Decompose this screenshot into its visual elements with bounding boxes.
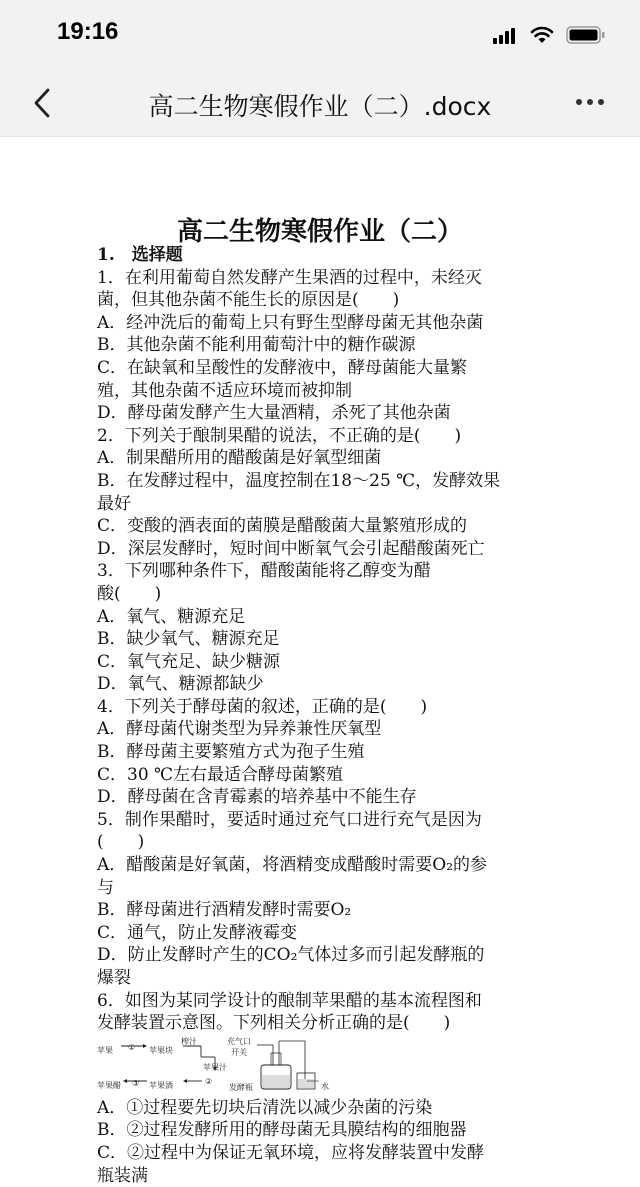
fig-fermenter-label: 发酵瓶 — [229, 1082, 253, 1092]
text-line: C．变酸的酒表面的菌膜是醋酸菌大量繁殖形成的 — [97, 516, 468, 537]
text-line: D．氧气、糖源都缺少 — [97, 674, 264, 695]
document-body — [97, 244, 547, 1187]
text-line: D．酵母菌发酵产生大量酒精，杀死了其他杂菌 — [97, 403, 451, 424]
fig-step1-label: ① — [128, 1042, 136, 1052]
signal-icon — [493, 28, 515, 44]
navigation-bar — [0, 70, 640, 137]
document-viewer[interactable] — [0, 137, 640, 1184]
wifi-icon — [530, 25, 554, 45]
text-line: D．防止发酵时产生的CO₂气体过多而引起发酵瓶的 — [97, 945, 485, 966]
section-heading: 1. 选择题 — [97, 245, 183, 265]
text-line: 与 — [97, 877, 114, 898]
text-line: A．制果醋所用的醋酸菌是好氧型细菌 — [97, 448, 382, 469]
text-line: A．酵母菌代谢类型为异养兼性厌氧型 — [97, 719, 382, 740]
process-figure — [97, 1037, 547, 1093]
text-line: 6．如图为某同学设计的酿制苹果醋的基本流程图和 — [97, 990, 482, 1011]
fig-apple-vinegar-label: 苹果醋 — [97, 1080, 121, 1090]
text-line: 酸( ) — [97, 583, 162, 604]
battery-icon — [566, 25, 606, 45]
fig-step2-label: ② — [205, 1076, 213, 1086]
fig-apple-label: 苹果 — [97, 1045, 113, 1055]
text-line: 瓶装满 — [97, 1165, 148, 1186]
text-line: B．在发酵过程中，温度控制在18～25 ℃，发酵效果 — [97, 470, 501, 491]
more-horizontal-icon — [575, 98, 605, 106]
text-line: B．酵母菌主要繁殖方式为孢子生殖 — [97, 742, 365, 763]
text-line: A．经冲洗后的葡萄上只有野生型酵母菌无其他杂菌 — [97, 312, 484, 333]
more-options-button[interactable] — [568, 90, 612, 114]
status-bar — [0, 0, 640, 70]
text-line: D．深层发酵时，短时间中断氧气会引起醋酸菌死亡 — [97, 538, 485, 559]
fig-switch-label: 开关 — [231, 1047, 247, 1057]
fig-apple-chunks-label: 苹果块 — [149, 1045, 173, 1055]
text-line: B．缺少氧气、糖源充足 — [97, 629, 280, 650]
back-button[interactable] — [24, 84, 60, 122]
text-line: C．②过程中为保证无氧环境，应将发酵装置中发酵 — [97, 1142, 485, 1163]
text-line: A．醋酸菌是好氧菌，将酒精变成醋酸时需要O₂的参 — [97, 855, 488, 876]
text-line: B．②过程发酵所用的酵母菌无具膜结构的细胞器 — [97, 1120, 467, 1141]
text-line: D．酵母菌在含青霉素的培养基中不能生存 — [97, 787, 417, 808]
fig-air-inlet-label: 充气口 — [227, 1036, 251, 1046]
text-line: A．①过程要先切块后清洗以减少杂菌的污染 — [97, 1097, 433, 1118]
text-line: 爆裂 — [97, 968, 131, 988]
text-line: 菌，但其他杂菌不能生长的原因是( ) — [97, 290, 400, 311]
text-line: 2．下列关于酿制果醋的说法，不正确的是( ) — [97, 425, 462, 446]
text-line: C．通气，防止发酵液霉变 — [97, 922, 298, 943]
text-line: 4．下列关于酵母菌的叙述，正确的是( ) — [97, 696, 428, 717]
document-name-title: 高二生物寒假作业（二）.docx — [148, 92, 492, 121]
fig-water-label: 水 — [321, 1081, 329, 1091]
fig-step3-label: ③ — [132, 1078, 140, 1088]
text-line: 最好 — [97, 493, 131, 514]
status-time: 19:16 — [57, 18, 119, 45]
text-line: A．氧气、糖源充足 — [97, 606, 246, 627]
text-line: 3．下列哪种条件下，醋酸菌能将乙醇变为醋 — [97, 561, 431, 582]
document-title: 高二生物寒假作业（二） — [176, 217, 463, 247]
text-line: C．30 ℃左右最适合酵母菌繁殖 — [97, 764, 344, 785]
text-line: 殖，其他杂菌不适应环境而被抑制 — [97, 380, 352, 401]
text-line: 发酵装置示意图。下列相关分析正确的是( ) — [97, 1013, 451, 1034]
text-line: 1．在利用葡萄自然发酵产生果酒的过程中，未经灭 — [97, 267, 482, 288]
text-line: B．其他杂菌不能利用葡萄汁中的糖作碳源 — [97, 335, 416, 356]
fig-juicing-label: 榨汁 — [181, 1036, 197, 1046]
text-line: C．氧气充足、缺少糖源 — [97, 651, 281, 672]
text-line: C．在缺氧和呈酸性的发酵液中，酵母菌能大量繁 — [97, 357, 468, 378]
option-lines — [97, 1097, 547, 1187]
question-lines — [97, 267, 547, 1035]
text-line: B．酵母菌进行酒精发酵时需要O₂ — [97, 900, 352, 921]
text-line: ( ) — [97, 832, 145, 853]
text-line: 5．制作果醋时，要适时通过充气口进行充气是因为 — [97, 809, 482, 830]
fig-apple-juice-label: 苹果汁 — [203, 1062, 227, 1072]
chevron-left-icon — [33, 88, 51, 118]
fig-apple-wine-label: 苹果酒 — [149, 1080, 173, 1090]
